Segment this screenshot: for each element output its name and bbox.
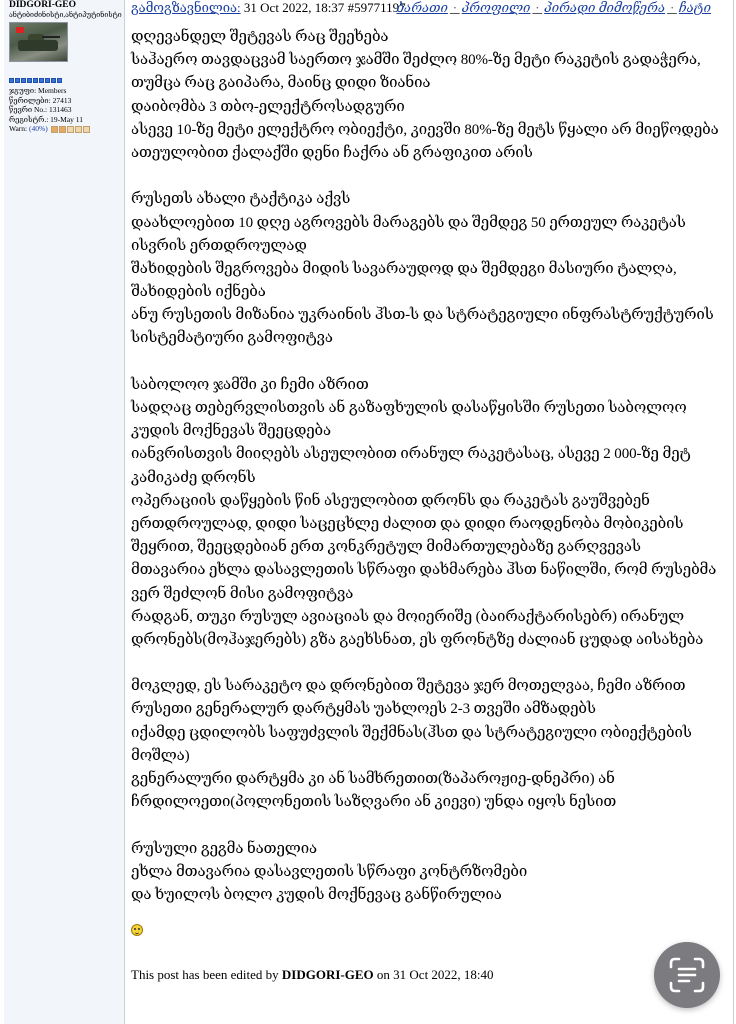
link-profile[interactable]: პროფილი [461, 0, 531, 15]
author-posts: წერილები: 27413 [9, 95, 72, 105]
author-warn [4, 124, 124, 134]
warn-box [67, 126, 74, 133]
rank-pip [27, 78, 32, 83]
post-line: მთავარია ეხლა დასავლეთის სწრაფი დახმარება ჰსთ ნაწილში, რომ რუსებმა [131, 562, 717, 579]
link-separator: · [532, 0, 543, 15]
post-line: კამიკაძე დრონს [131, 469, 256, 486]
tank-body [18, 40, 58, 51]
paragraph-break [131, 351, 721, 374]
author-member-no: წევრი No.: 131463 [9, 105, 72, 114]
paragraph-break [131, 165, 721, 188]
post-line: იქამდე ცდილობს საფუძვლის შექმნას(ჰსთ და სტრატეგიული ობიექტების [131, 724, 692, 741]
author-avatar[interactable] [9, 22, 68, 62]
paragraph-break [131, 814, 721, 837]
warn-box [83, 126, 90, 133]
post-id[interactable]: #59771197 [347, 0, 406, 15]
post-line: საბოლოო ჯამში კი ჩემი აზრით [131, 376, 369, 393]
edit-middle: on [376, 967, 390, 982]
post-line: ერთდროულად, დიდი საცეცხლე ძალით და დიდი რაოდენობა მობიკების [131, 515, 684, 532]
post-line: და ხუილოს ბოლო კუდის მოქნევაც განწირულია [131, 886, 502, 903]
post-line: რუსული გეგმა ნათელია [131, 840, 317, 857]
post-line: დღევანდელ შეტევას რაც შეეხება [131, 29, 389, 45]
post-line: შახიდების შეგროვება მიდის სავარაუდოდ და შემდეგი მასიური ტალღა, [131, 260, 677, 277]
warn-box [75, 126, 82, 133]
flag-icon [16, 27, 24, 33]
author-registered: რეგისტრ.: 19-May 11 [9, 114, 84, 124]
post-line: ვერ შეძლონ მისი გამოფიტვა [131, 585, 354, 602]
rank-pip [9, 78, 14, 83]
link-separator: · [449, 0, 460, 15]
post-body [131, 26, 721, 907]
rank-pip [57, 78, 62, 83]
post-line: მოშლა) [131, 747, 190, 764]
link-chat[interactable]: ჩატი [678, 0, 711, 15]
warn-box [51, 126, 58, 133]
post-line: ათეულობით ქალაქში დენი ჩაქრა ან გრაფიკით არის [131, 144, 533, 161]
edit-note [131, 967, 494, 983]
link-private-message[interactable]: პირადი მიმოწერა [544, 0, 666, 15]
post-line: ჩრდილოეთი(პოლონეთის საზღვარი ან კიევი) უნდა იყოს ნესით [131, 794, 617, 811]
post-line: შეყრით, შეეცდებიან ერთ კონკრეტულ მიმართულებაზე გარღვევას [131, 539, 641, 556]
rank-pip [21, 78, 26, 83]
post-line: დაიბომბა 3 თბო-ელექტროსადგური [131, 98, 405, 115]
rank-pip [45, 78, 50, 83]
post-line: სისტემატიური გამოფიტვა [131, 330, 333, 347]
post-line: მოკლედ, ეს სარაკეტო და დრონებით შეტევა ჯერ მოთელვაა, ჩემი აზრით [131, 678, 686, 695]
post-datetime: 31 Oct 2022, 18:37 [243, 0, 345, 15]
post-line: თუმცა რაც გაიპარა, მაინც დიდი ზიანია [131, 75, 431, 92]
link-separator: · [667, 0, 677, 15]
post-line: დაახლოებით 10 დღე აგროვებს მარაგებს და შემდეგ 50 ერთეულ რაკეტას [131, 214, 686, 231]
post-line: გენერალური დარტყმა კი ან სამხრეთით(ზაპაროჟიე-დნეპრი) ან [131, 771, 615, 787]
tank-gun [42, 36, 60, 38]
post-line: შახიდების იქნება [131, 284, 266, 301]
text-scan-icon [668, 956, 706, 994]
author-sidebar [4, 0, 125, 1024]
post-line: ასევე 10-ზე მეტი ელექტრო ობიექტი, კიევში 80%-ზე მეტს წყალი არ მიეწოდება [131, 121, 719, 138]
post-line: იანვრისთვის მიიღებს ასეულობით ირანულ რაკეტასაც, ასევე 2 000-ზე მეტ [131, 446, 691, 463]
edit-datetime: 31 Oct 2022, 18:40 [393, 967, 494, 982]
paragraph-break [131, 652, 721, 675]
post-header [131, 0, 731, 16]
edit-prefix: This post has been edited by [131, 967, 279, 982]
post-line: დრონებს(მოჰაჯერებს) გზა გაეხსნათ, ეს ფრონტზე ძალიან ცუდად აისახება [131, 631, 704, 648]
post-line: რადგან, თუკი რუსულ ავიაციას და მოიერიშე (ბაირაქტარისებრ) ირანულ [131, 608, 685, 625]
rank-pip [51, 78, 56, 83]
post-line: საჰაერო თავდაცვამ საერთო ჯამში შეძლო 80%-ზე მეტი რაკეტის გადაჭერა, [131, 52, 701, 69]
post-line: ეხლა მთავარია დასავლეთის სწრაფი კონტრზომები [131, 863, 528, 880]
text-scan-button[interactable] [654, 942, 720, 1008]
author-title: ანტიბიძინისტი,ანტიპუტინისტი [9, 10, 122, 19]
post-line: ანუ რუსეთის მიზანია უკრაინის ჰსთ-ს და სტრატეგიული ინფრასტრუქტურის [131, 307, 714, 324]
rank-pip [15, 78, 20, 83]
edit-editor[interactable]: DIDGORI-GEO [281, 967, 374, 982]
post-line: ისვრის ერთდროულად [131, 237, 307, 254]
posted-label[interactable]: გამოგზავნილია: [131, 0, 241, 15]
post-line: კუდის მოქნევას შეეცდება [131, 423, 332, 440]
warn-label: Warn: [9, 124, 28, 133]
post-line: რუსეთს ახალი ტაქტიკა აქვს [131, 191, 351, 208]
author-name[interactable]: DIDGORI-GEO [9, 0, 77, 10]
rank-pips [9, 78, 124, 84]
warn-box [59, 126, 66, 133]
post-line: ოპერაციის დაწყების წინ ასეულობით დრონს და რაკეტას გაუშვებენ [131, 492, 650, 509]
rank-pip [39, 78, 44, 83]
author-group: ჯგუფი: Members [9, 86, 67, 95]
post-links [396, 0, 711, 16]
smiley-icon [131, 924, 143, 936]
post-line: სადღაც თებერვლისთვის ან გაზაფხულის დასაწყისში რუსეთი საბოლოო [131, 400, 687, 416]
link-card[interactable]: ბარათი [396, 0, 448, 15]
post-line: რუსეთი გენერალურ დარტყმას უახლოეს 2-3 თვეში ამზადებს [131, 701, 596, 718]
warn-percent[interactable]: (40%) [29, 124, 48, 133]
rank-pip [33, 78, 38, 83]
